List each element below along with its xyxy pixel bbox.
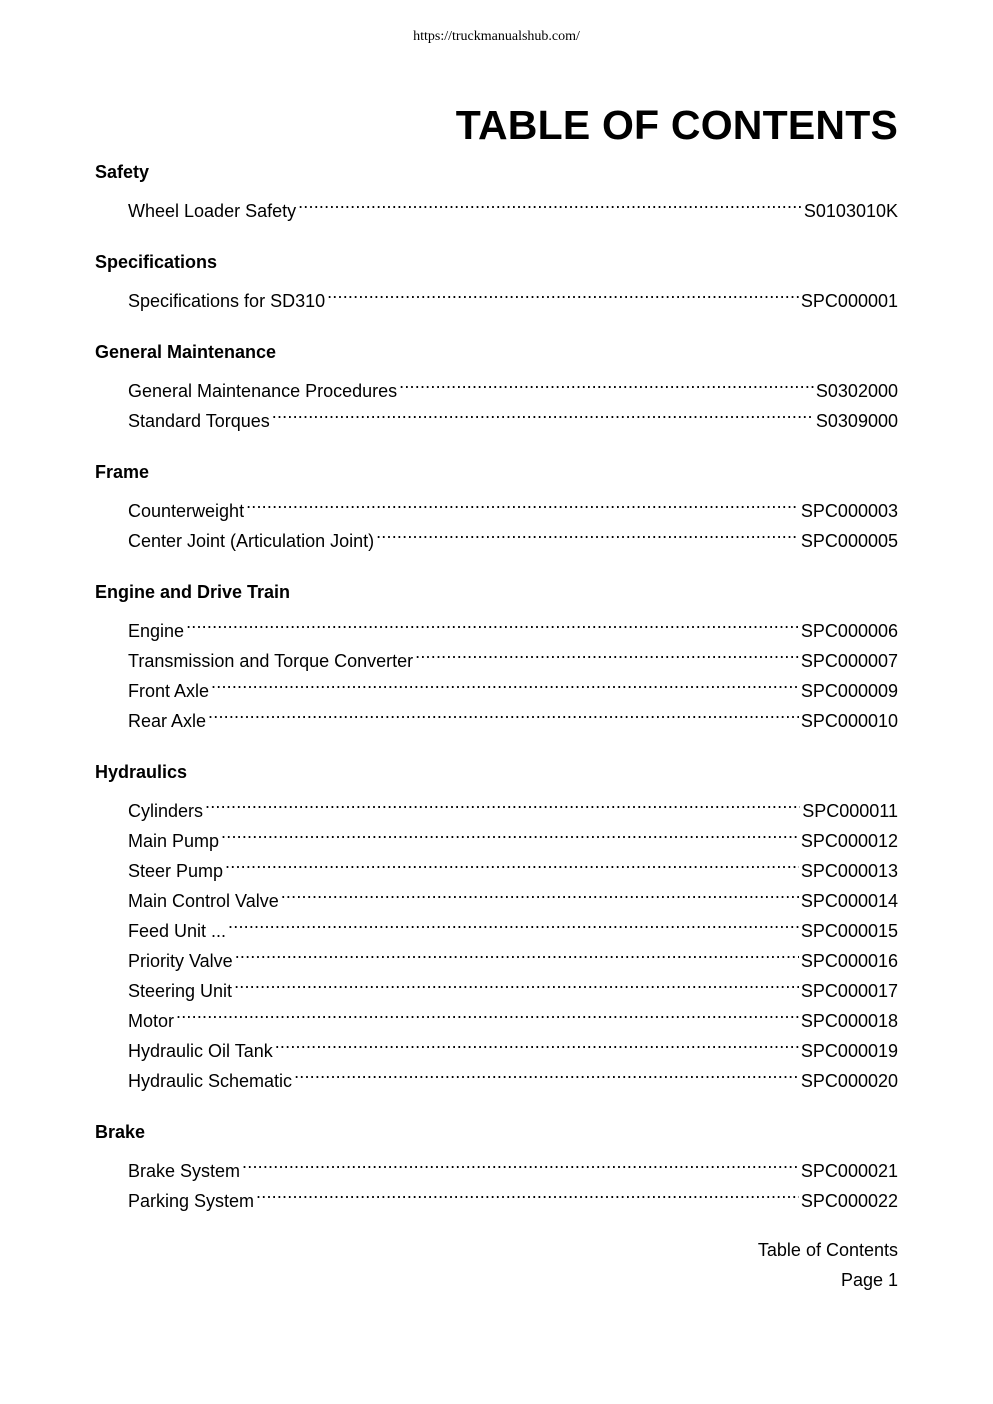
toc-entry-label: Feed Unit ... — [128, 921, 227, 941]
toc-entry-code: SPC000009 — [800, 681, 898, 701]
toc-entry-label: Cylinders — [128, 801, 204, 821]
toc-entry-label: Priority Valve — [128, 951, 233, 971]
toc-entry-code: SPC000015 — [800, 921, 898, 941]
toc-entry-label: Wheel Loader Safety — [128, 201, 297, 221]
toc-entry-code: SPC000017 — [800, 981, 898, 1001]
dot-leader — [298, 187, 802, 217]
dot-leader — [294, 1057, 799, 1087]
footer-section-name: Table of Contents — [757, 1240, 898, 1260]
toc-entry[interactable] — [95, 697, 898, 731]
toc-entry-code: SPC000021 — [800, 1161, 898, 1181]
toc-section — [95, 457, 898, 551]
footer-page-number: Page 1 — [840, 1270, 898, 1290]
toc-entry-code: SPC000016 — [800, 951, 898, 971]
dot-leader — [235, 937, 799, 967]
toc-section — [95, 757, 898, 1091]
toc-entry[interactable] — [95, 187, 898, 221]
toc-entry-label: Engine — [128, 621, 185, 641]
toc-entry-label: General Maintenance Procedures — [128, 381, 398, 401]
page-title: TABLE OF CONTENTS — [455, 102, 898, 148]
toc-entry[interactable] — [95, 487, 898, 521]
dot-leader — [242, 1147, 799, 1177]
toc-section-heading: Engine and Drive Train — [95, 582, 291, 602]
dot-leader — [234, 967, 799, 997]
dot-leader — [211, 667, 799, 697]
dot-leader — [256, 1177, 799, 1207]
toc-entry-label: Standard Torques — [128, 411, 270, 431]
toc-entry-code: S0302000 — [815, 381, 898, 401]
toc-section-heading: Specifications — [95, 252, 218, 272]
dot-leader — [415, 637, 799, 667]
toc-entry-label: Motor — [128, 1011, 175, 1031]
toc-entry-code: SPC000011 — [802, 801, 898, 821]
toc-entry-label: Specifications for SD310 — [128, 291, 326, 311]
dot-leader — [399, 367, 814, 397]
toc-entry-code: SPC000013 — [800, 861, 898, 881]
toc-entry-label: Steer Pump — [128, 861, 224, 881]
toc-section — [95, 157, 898, 221]
toc-entry[interactable] — [95, 787, 898, 821]
toc-entry[interactable] — [95, 817, 898, 851]
toc-entry-code: S0309000 — [815, 411, 898, 431]
toc-entry[interactable] — [95, 997, 898, 1031]
dot-leader — [275, 1027, 799, 1057]
toc-entry-label: Steering Unit — [128, 981, 233, 1001]
toc-section — [95, 337, 898, 431]
dot-leader — [327, 277, 799, 307]
toc-entry-label: Transmission and Torque Converter — [128, 651, 414, 671]
toc-entry-label: Center Joint (Articulation Joint) — [128, 531, 375, 551]
toc-entry-code: SPC000007 — [800, 651, 898, 671]
toc-section — [95, 1117, 898, 1211]
toc-entry[interactable] — [95, 1027, 898, 1061]
dot-leader — [228, 907, 799, 937]
page-footer — [758, 1235, 898, 1295]
toc-section-heading: General Maintenance — [95, 342, 277, 362]
toc-entry-code: SPC000003 — [800, 501, 898, 521]
dot-leader — [376, 517, 799, 547]
dot-leader — [221, 817, 799, 847]
dot-leader — [225, 847, 799, 877]
toc-section — [95, 247, 898, 311]
toc-entry[interactable] — [95, 367, 898, 401]
toc-entry-code: SPC000018 — [800, 1011, 898, 1031]
toc-entry-label: Counterweight — [128, 501, 245, 521]
toc-entry[interactable] — [95, 277, 898, 311]
toc-entry[interactable] — [95, 1147, 898, 1181]
toc-entry-code: SPC000014 — [800, 891, 898, 911]
toc-entry-code: SPC000019 — [800, 1041, 898, 1061]
toc-entry-code: SPC000001 — [800, 291, 898, 311]
dot-leader — [176, 997, 799, 1027]
dot-leader — [205, 787, 800, 817]
dot-leader — [208, 697, 799, 727]
toc-entry-label: Main Control Valve — [128, 891, 279, 911]
toc-entry-label: Hydraulic Schematic — [128, 1071, 293, 1091]
toc-section-heading: Frame — [95, 462, 150, 482]
toc-entry[interactable] — [95, 667, 898, 701]
toc-entry-label: Brake System — [128, 1161, 241, 1181]
toc-entry-label: Hydraulic Oil Tank — [128, 1041, 273, 1061]
toc-section-heading: Brake — [95, 1122, 146, 1142]
toc-section-heading: Safety — [95, 162, 150, 182]
toc-entry[interactable] — [95, 637, 898, 671]
toc-entry-code: SPC000005 — [800, 531, 898, 551]
toc-entry-code: SPC000006 — [800, 621, 898, 641]
dot-leader — [246, 487, 799, 517]
toc-entry-label: Main Pump — [128, 831, 220, 851]
dot-leader — [272, 397, 814, 427]
toc-entry-code: S0103010K — [803, 201, 898, 221]
toc-section — [95, 577, 898, 731]
dot-leader — [186, 607, 799, 637]
toc-entry-code: SPC000010 — [800, 711, 898, 731]
dot-leader — [281, 877, 799, 907]
toc-entry-label: Rear Axle — [128, 711, 207, 731]
toc-entry-label: Parking System — [128, 1191, 255, 1211]
toc-entry[interactable] — [95, 607, 898, 641]
table-of-contents — [95, 157, 898, 1237]
toc-section-heading: Hydraulics — [95, 762, 188, 782]
toc-entry-label: Front Axle — [128, 681, 210, 701]
toc-entry-code: SPC000022 — [800, 1191, 898, 1211]
toc-entry-code: SPC000020 — [800, 1071, 898, 1091]
toc-entry-code: SPC000012 — [800, 831, 898, 851]
source-url[interactable]: https://truckmanualshub.com/ — [413, 29, 580, 44]
